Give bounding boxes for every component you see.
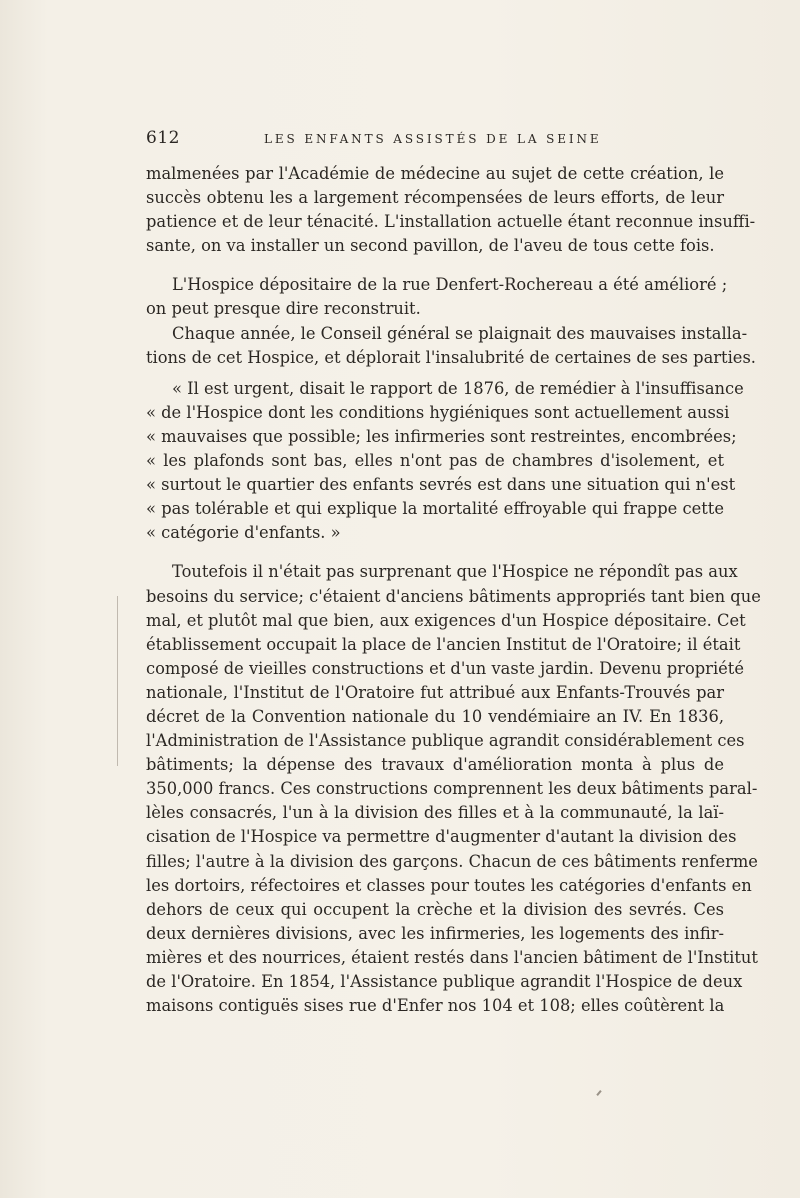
- text-line: « de l'Hospice dont les conditions hygiéniques sont actuellement aussi: [146, 402, 730, 422]
- text-line: « mauvaises que possible; les infirmeries sont restreintes, encombrées;: [146, 426, 737, 446]
- body-text: [146, 162, 761, 1018]
- page-number: 612: [146, 128, 180, 148]
- text-line: mières et des nourrices, étaient restés dans l'ancien bâtiment de l'Institut: [146, 947, 758, 967]
- running-title: LES ENFANTS ASSISTÉS DE LA SEINE: [264, 132, 602, 146]
- text-line: patience et de leur ténacité. L'installation actuelle étant reconnue insuffi-: [146, 212, 756, 232]
- text-line: « catégorie d'enfants. »: [146, 523, 341, 543]
- text-line: de l'Oratoire. En 1854, l'Assistance publique agrandit l'Hospice de deux: [146, 972, 743, 991]
- text-line: « surtout le quartier des enfants sevrés est dans une situation qui n'est: [146, 475, 736, 495]
- text-line: composé de vieilles constructions et d'un vaste jardin. Devenu propriété: [146, 658, 744, 678]
- paragraph-gap: [146, 258, 724, 273]
- text-line: tions de cet Hospice, et déplorait l'insalubrité de certaines de ses parties.: [146, 347, 756, 367]
- text-line: L'Hospice dépositaire de la rue Denfert-Rochereau a été amélioré ;: [172, 275, 728, 295]
- text-line: succès obtenu les a largement récompensées de leurs efforts, de leur: [146, 188, 724, 208]
- text-line: décret de la Convention nationale du 10 vendémiaire an IV. En 1836,: [146, 706, 724, 726]
- text-line: maisons contiguës sises rue d'Enfer nos 104 et 108; elles coûtèrent la: [146, 996, 725, 1016]
- text-line: dehors de ceux qui occupent la crèche et la division des sevrés. Ces: [146, 899, 724, 919]
- paragraph-gap: [146, 545, 724, 560]
- text-line: « les plafonds sont bas, elles n'ont pas de chambres d'isolement, et: [146, 451, 724, 471]
- text-line: les dortoirs, réfectoires et classes pour toutes les catégories d'enfants en: [146, 875, 752, 895]
- text-line: mal, et plutôt mal que bien, aux exigences d'un Hospice dépositaire. Cet: [146, 610, 746, 630]
- text-line: filles; l'autre à la division des garçons. Chacun de ces bâtiments renferme: [146, 851, 758, 871]
- text-line: besoins du service; c'étaient d'anciens bâtiments appropriés tant bien que: [146, 586, 761, 606]
- text-line: l'Administration de l'Assistance publique agrandit considérablement ces: [146, 731, 745, 751]
- text-line: « pas tolérable et qui explique la mortalité effroyable qui frappe cette: [146, 499, 724, 519]
- text-line: bâtiments; la dépense des travaux d'amélioration monta à plus de: [146, 755, 724, 775]
- text-line: sante, on va installer un second pavillon, de l'aveu de tous cette fois.: [146, 236, 715, 256]
- text-line: 350,000 francs. Ces constructions comprennent les deux bâtiments paral-: [146, 779, 758, 799]
- paragraph-gap: [146, 370, 724, 377]
- text-line: établissement occupait la place de l'ancien Institut de l'Oratoire; il était: [146, 634, 741, 654]
- text-line: Toutefois il n'était pas surprenant que l'Hospice ne répondît pas aux: [172, 562, 738, 582]
- text-line: on peut presque dire reconstruit.: [146, 299, 421, 319]
- text-line: nationale, l'Institut de l'Oratoire fut attribué aux Enfants-Trouvés par: [146, 682, 724, 702]
- text-line: lèles consacrés, l'un à la division des filles et à la communauté, la laï-: [146, 803, 724, 823]
- margin-pencil-mark: [117, 596, 120, 766]
- text-line: malmenées par l'Académie de médecine au sujet de cette création, le: [146, 164, 724, 183]
- text-line: deux dernières divisions, avec les infirmeries, les logements des infir-: [146, 923, 724, 943]
- text-line: Chaque année, le Conseil général se plaignait des mauvaises installa-: [172, 323, 748, 343]
- text-line: « Il est urgent, disait le rapport de 1876, de remédier à l'insuffisance: [172, 378, 744, 398]
- text-line: cisation de l'Hospice va permettre d'augmenter d'autant la division des: [146, 827, 737, 847]
- page-header: [146, 128, 724, 150]
